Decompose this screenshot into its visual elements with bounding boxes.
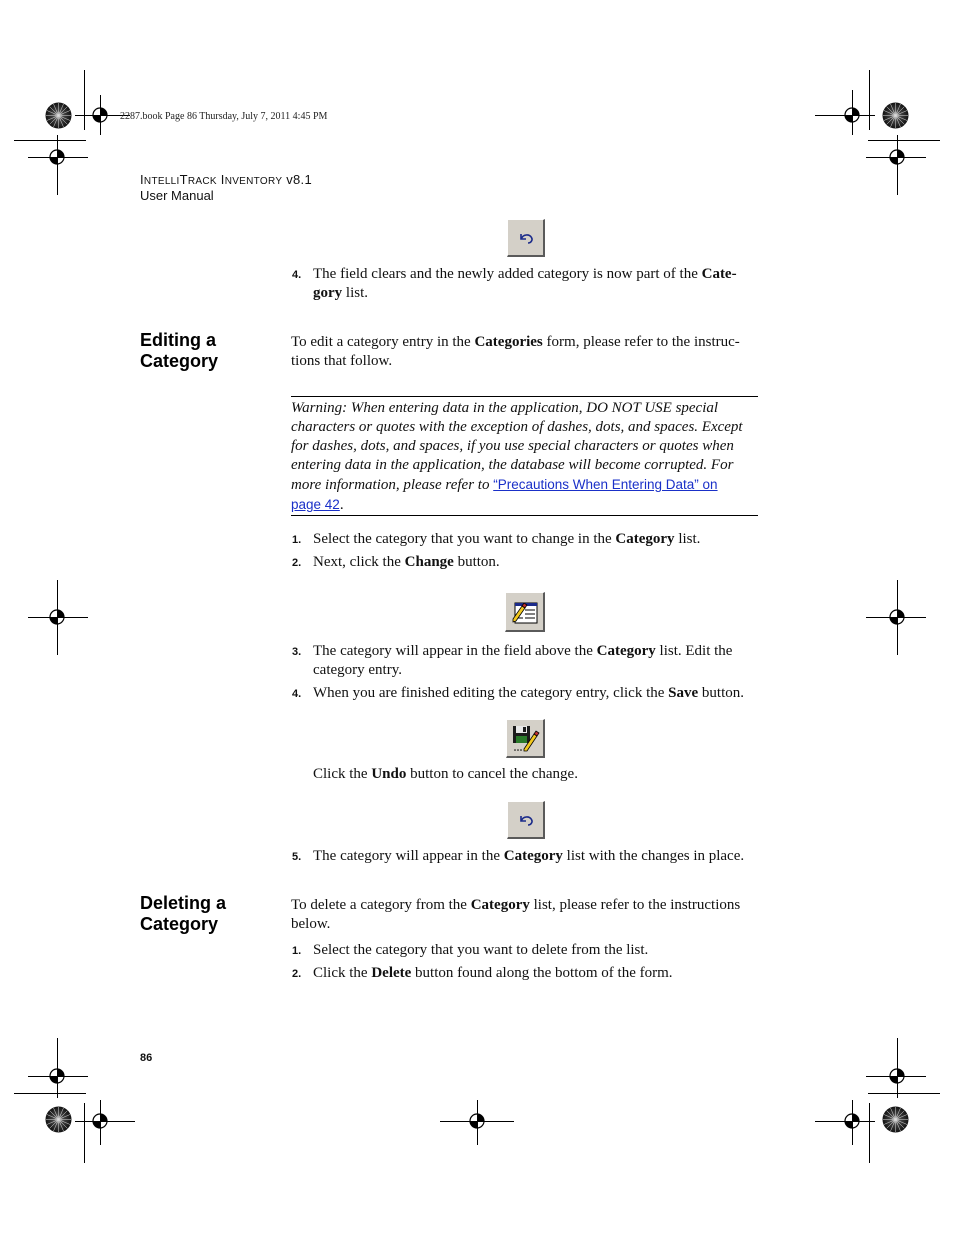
- step-text: Next, click the Change button.: [313, 554, 500, 570]
- crop-mark: [869, 1103, 870, 1163]
- step-number: 2.: [292, 968, 302, 980]
- step-number: 2.: [292, 557, 302, 569]
- save-button[interactable]: [506, 719, 545, 758]
- running-header-subtitle: User Manual: [140, 188, 214, 203]
- undo-icon: [517, 813, 535, 827]
- warning-block: Warning: When entering data in the application, DO NOT USE special characters or quotes with the exception of dashes, dots, and spaces. Except for dashes, dots, and spaces, if you use special characters or quotes when entering data in the application, the database will become corrupted. For more information, please refer to “Precautions When Entering Data” on page 42.: [291, 400, 743, 513]
- undo-icon: [517, 231, 535, 245]
- section-heading-deleting: Deleting a Category: [140, 893, 227, 934]
- registration-target-icon: [44, 144, 70, 170]
- crop-mark: [84, 70, 85, 130]
- crop-mark: [869, 70, 870, 130]
- registration-target-icon: [884, 144, 910, 170]
- section-heading-editing: Editing a Category: [140, 330, 219, 371]
- registration-target-icon: [884, 1063, 910, 1089]
- crop-mark: [84, 1103, 85, 1163]
- registration-target-icon: [839, 1108, 865, 1134]
- editing-intro-paragraph: To edit a category entry in the Categories form, please refer to the instruc- tions that follow.: [291, 334, 740, 369]
- step-text: The category will appear in the field above the Category list. Edit the category entry.: [313, 643, 733, 678]
- step-number: 1.: [292, 534, 302, 546]
- step-number: 1.: [292, 945, 302, 957]
- step-number: 3.: [292, 646, 302, 658]
- registration-target-icon: [44, 1063, 70, 1089]
- starburst-mark-icon: [882, 102, 909, 129]
- warning-bottom-rule: [291, 515, 758, 516]
- step-number: 5.: [292, 851, 302, 863]
- registration-target-icon: [87, 1108, 113, 1134]
- registration-target-icon: [884, 604, 910, 630]
- step-text: The field clears and the newly added category is now part of the Cate- gory list.: [313, 266, 737, 301]
- crop-mark: [868, 140, 940, 141]
- registration-target-icon: [464, 1108, 490, 1134]
- step-text: Select the category that you want to change in the Category list.: [313, 531, 701, 547]
- step-text: Select the category that you want to delete from the list.: [313, 942, 649, 958]
- save-pencil-icon: [510, 723, 540, 753]
- registration-target-icon: [839, 102, 865, 128]
- undo-note: Click the Undo button to cancel the change.: [313, 766, 578, 782]
- starburst-mark-icon: [882, 1106, 909, 1133]
- undo-button-2[interactable]: [507, 801, 545, 839]
- registration-target-icon: [87, 102, 113, 128]
- precautions-link[interactable]: “Precautions When Entering Data” on: [493, 477, 718, 492]
- edit-form-icon: [510, 598, 540, 626]
- print-stamp: 2287.book Page 86 Thursday, July 7, 2011 4:45 PM: [120, 111, 328, 122]
- step-text: Click the Delete button found along the bottom of the form.: [313, 965, 673, 981]
- starburst-mark-icon: [45, 102, 72, 129]
- step-number: 4.: [292, 269, 302, 281]
- running-header-title: INTELLITRACK INVENTORY v8.1: [140, 172, 312, 187]
- step-text: The category will appear in the Category list with the changes in place.: [313, 848, 745, 864]
- page-42-link[interactable]: page 42: [291, 497, 340, 512]
- starburst-mark-icon: [45, 1106, 72, 1133]
- registration-target-icon: [44, 604, 70, 630]
- change-button[interactable]: [505, 592, 545, 632]
- warning-top-rule: [291, 396, 758, 397]
- step-number: 4.: [292, 688, 302, 700]
- page-number: 86: [140, 1052, 153, 1064]
- step-text: When you are finished editing the category entry, click the Save button.: [313, 685, 744, 701]
- crop-mark: [14, 1093, 86, 1094]
- crop-mark: [14, 140, 86, 141]
- undo-button[interactable]: [507, 219, 545, 257]
- crop-mark: [868, 1093, 940, 1094]
- deleting-intro-paragraph: To delete a category from the Category list, please refer to the instructions below.: [291, 897, 741, 932]
